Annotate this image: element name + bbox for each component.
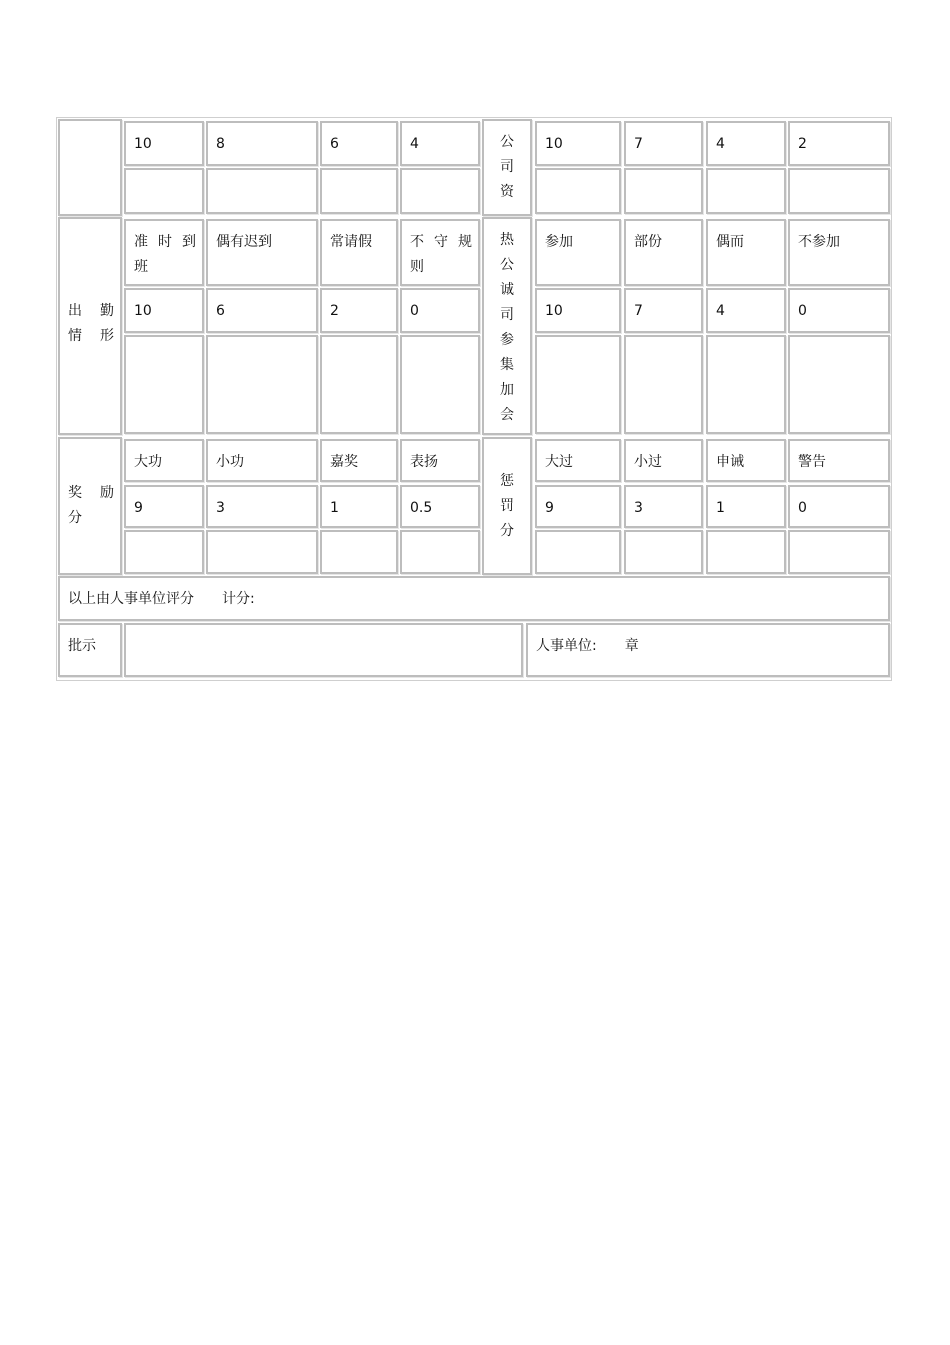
- option-cell: 准 时 到 班: [124, 219, 204, 286]
- option-cell: 不参加: [788, 219, 890, 286]
- entry-cell[interactable]: [624, 168, 703, 214]
- attendance-label: 出 勤 情形: [58, 217, 122, 435]
- hr-unit-stamp-cell[interactable]: 人事单位: 章: [526, 623, 890, 677]
- entry-cell[interactable]: [320, 335, 398, 434]
- option-cell: 小功: [206, 439, 318, 482]
- score-cell: 6: [320, 121, 398, 166]
- score-cell: 0.5: [400, 485, 480, 528]
- score-cell: 10: [535, 121, 621, 166]
- score-cell: 9: [535, 485, 621, 528]
- score-summary-row[interactable]: 以上由人事单位评分 计分:: [58, 576, 890, 621]
- entry-cell[interactable]: [124, 168, 204, 214]
- entry-cell[interactable]: [535, 335, 621, 434]
- option-cell: 偶有迟到: [206, 219, 318, 286]
- option-cell: 申诫: [706, 439, 786, 482]
- entry-cell[interactable]: [206, 335, 318, 434]
- entry-cell[interactable]: [535, 530, 621, 574]
- participation-label: 热 公 诚 司 参 集 加 会: [482, 217, 532, 435]
- option-cell: 部份: [624, 219, 703, 286]
- score-cell: 4: [706, 288, 786, 333]
- reward-label: 奖 励 分: [58, 437, 122, 575]
- entry-cell[interactable]: [400, 335, 480, 434]
- score-cell: 6: [206, 288, 318, 333]
- score-cell: 7: [624, 121, 703, 166]
- score-cell: 1: [320, 485, 398, 528]
- score-cell: 3: [206, 485, 318, 528]
- option-cell: 大功: [124, 439, 204, 482]
- entry-cell[interactable]: [400, 168, 480, 214]
- entry-cell[interactable]: [706, 168, 786, 214]
- score-cell: 10: [124, 288, 204, 333]
- entry-cell[interactable]: [788, 168, 890, 214]
- score-cell: 4: [400, 121, 480, 166]
- entry-cell[interactable]: [624, 335, 703, 434]
- entry-cell[interactable]: [124, 530, 204, 574]
- score-cell: 2: [788, 121, 890, 166]
- option-cell: 大过: [535, 439, 621, 482]
- penalty-label: 惩 罚 分: [482, 437, 532, 575]
- entry-cell[interactable]: [706, 335, 786, 434]
- seniority-label: 公 司 资: [482, 119, 532, 216]
- score-cell: 7: [624, 288, 703, 333]
- entry-cell[interactable]: [624, 530, 703, 574]
- entry-cell[interactable]: [788, 530, 890, 574]
- entry-cell[interactable]: [206, 168, 318, 214]
- option-cell: 表扬: [400, 439, 480, 482]
- entry-cell[interactable]: [320, 168, 398, 214]
- entry-cell[interactable]: [788, 335, 890, 434]
- option-cell: 参加: [535, 219, 621, 286]
- approval-label-cell: 批示: [58, 623, 122, 677]
- blank-label-cell: [58, 119, 122, 216]
- option-cell: 常请假: [320, 219, 398, 286]
- score-cell: 0: [788, 288, 890, 333]
- score-cell: 3: [624, 485, 703, 528]
- entry-cell[interactable]: [535, 168, 621, 214]
- score-cell: 9: [124, 485, 204, 528]
- option-cell: 小过: [624, 439, 703, 482]
- score-cell: 8: [206, 121, 318, 166]
- score-cell: 1: [706, 485, 786, 528]
- score-cell: 2: [320, 288, 398, 333]
- score-cell: 0: [788, 485, 890, 528]
- score-cell: 10: [124, 121, 204, 166]
- entry-cell[interactable]: [320, 530, 398, 574]
- option-cell: 不 守 规 则: [400, 219, 480, 286]
- entry-cell[interactable]: [206, 530, 318, 574]
- entry-cell[interactable]: [124, 335, 204, 434]
- entry-cell[interactable]: [400, 530, 480, 574]
- score-cell: 0: [400, 288, 480, 333]
- option-cell: 警告: [788, 439, 890, 482]
- approval-entry-cell[interactable]: [124, 623, 523, 677]
- score-cell: 10: [535, 288, 621, 333]
- entry-cell[interactable]: [706, 530, 786, 574]
- score-cell: 4: [706, 121, 786, 166]
- option-cell: 偶而: [706, 219, 786, 286]
- option-cell: 嘉奖: [320, 439, 398, 482]
